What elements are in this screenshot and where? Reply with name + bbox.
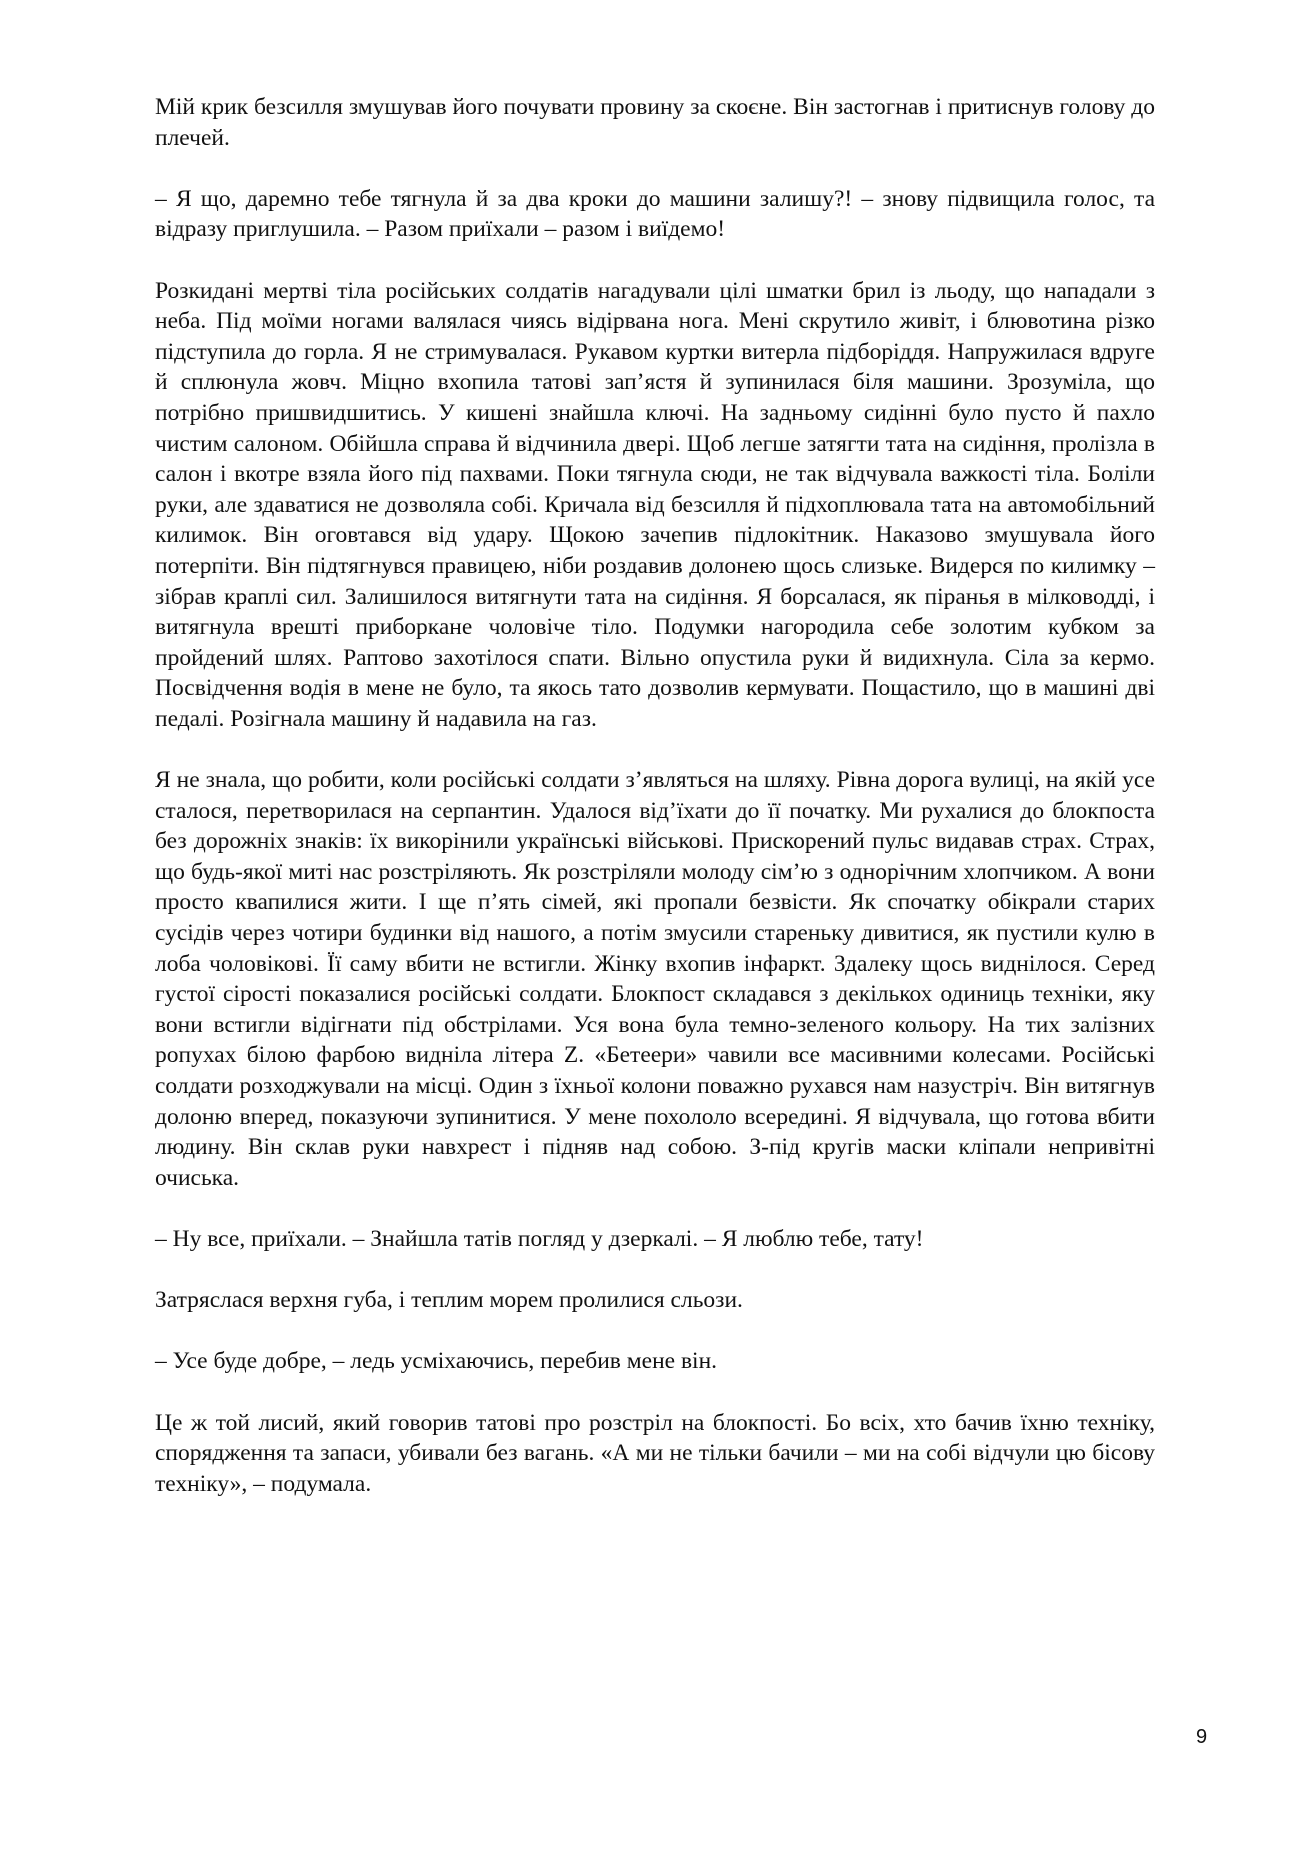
paragraph-2: – Я що, даремно тебе тягнула й за два кроки до машини залишу?! – знову підвищила голос, та відразу приглушила. – Разом приїхали – разом і виїдемо! [155, 185, 1155, 243]
paragraph-4: Я не знала, що робити, коли російські солдати з’являться на шляху. Рівна дорога вулиці, на якій усе сталося, перетворилася на серпантин. Удалося від’їхати до її початку. Ми рухалися до блокпоста без дорожніх знаків: їх викорінили українські військові. Прискорений пульс видавав страх. Страх, що будь-якої миті нас розстріляють. Як розстріляли молоду сім’ю з однорічним хлопчиком. А вони просто квапилися жити. І ще п’ять сімей, які пропали безвісти. Як спочатку обікрали старих сусідів через чотири будинки від нашого, а потім змусили стареньку дивитися, як пустили кулю в лоба чоловікові. Її саму вбити не встигли. Жінку вхопив інфаркт. Здалеку щось виднілося. Серед густої сірості показалися російські солдати. Блокпост складався з декількох одиниць техніки, яку вони встигли відігнати під обстрілами. Уся вона була темно-зеленого кольору. На тих залізних ропухах білою фарбою виднілa літера Z. «Бетеери» чавили все масивними колесами. Російські солдати розходжували на місці. Один з їхньої колони поважно рухався нам назустріч. Він витягнув долоню вперед, показуючи зупинитися. У мене похололо всередині. Я відчувала, що готова вбити людину. Він склав руки навхрест і підняв над собою. З-під кругів маски кліпали непривітні очиська. [155, 767, 1155, 1191]
paragraph-7: – Усе буде добре, – ледь усміхаючись, перебив мене він. [155, 1348, 718, 1375]
page-number: 9 [1196, 1726, 1208, 1748]
paragraph-8: Це ж той лисий, який говорив татові про розстріл на блокпості. Бо всіх, хто бачив їхню техніку, спорядження та запаси, убивали без вагань. «А ми не тільки бачили – ми на собі відчули цю бісову техніку», – подумала. [155, 1409, 1155, 1497]
paragraph-6: Затряслася верхня губа, і теплим морем пролилися сльози. [155, 1287, 743, 1314]
document-body [155, 92, 1155, 1530]
paragraph-5: – Ну все, приїхали. – Знайшла татів погляд у дзеркалі. – Я люблю тебе, тату! [155, 1225, 924, 1252]
paragraph-3: Розкидані мертві тіла російських солдатів нагадували цілі шматки брил із льоду, що нападали з неба. Під моїми ногами валялася чиясь відірвана нога. Мені скрутило живіт, і блювотина різко підступила до горла. Я не стримувалася. Рукавом куртки витерла підборіддя. Напружилася вдруге й сплюнула жовч. Міцно вхопила татові зап’ястя й зупинилася біля машини. Зрозуміла, що потрібно пришвидшитись. У кишені знайшла ключі. На задньому сидінні було пусто й пахло чистим салоном. Обійшла справа й відчинила двері. Щоб легше затягти тата на сидіння, пролізла в салон і вкотре взяла його під пахвами. Поки тягнула сюди, не так відчувала важкості тіла. Боліли руки, але здаватися не дозволяла собі. Кричала від безсилля й підхоплювала тата на автомобільний килимок. Він оговтався від удару. Щокою зачепив підлокітник. Наказово змушувала його потерпіти. Він підтягнувся правицею, ніби роздавив долонею щось слизьке. Видерся по килимку – зібрав краплі сил. Залишилося витягнути тата на сидіння. Я борсалася, як піранья в мілководді, і витягнула врешті приборкане чоловіче тіло. Подумки нагородила себе золотим кубком за пройдений шлях. Раптово захотілося спати. Вільно опустила руки й видихнула. Сіла за кермо. Посвідчення водія в мене не було, та якось тато дозволив кермувати. Пощастило, що в машині дві педалі. Розігнала машину й надавила на газ. [155, 277, 1155, 732]
paragraph-1: Мій крик безсилля змушував його почувати провину за скоєне. Він застогнав і притиснув голову до плечей. [155, 94, 1155, 151]
